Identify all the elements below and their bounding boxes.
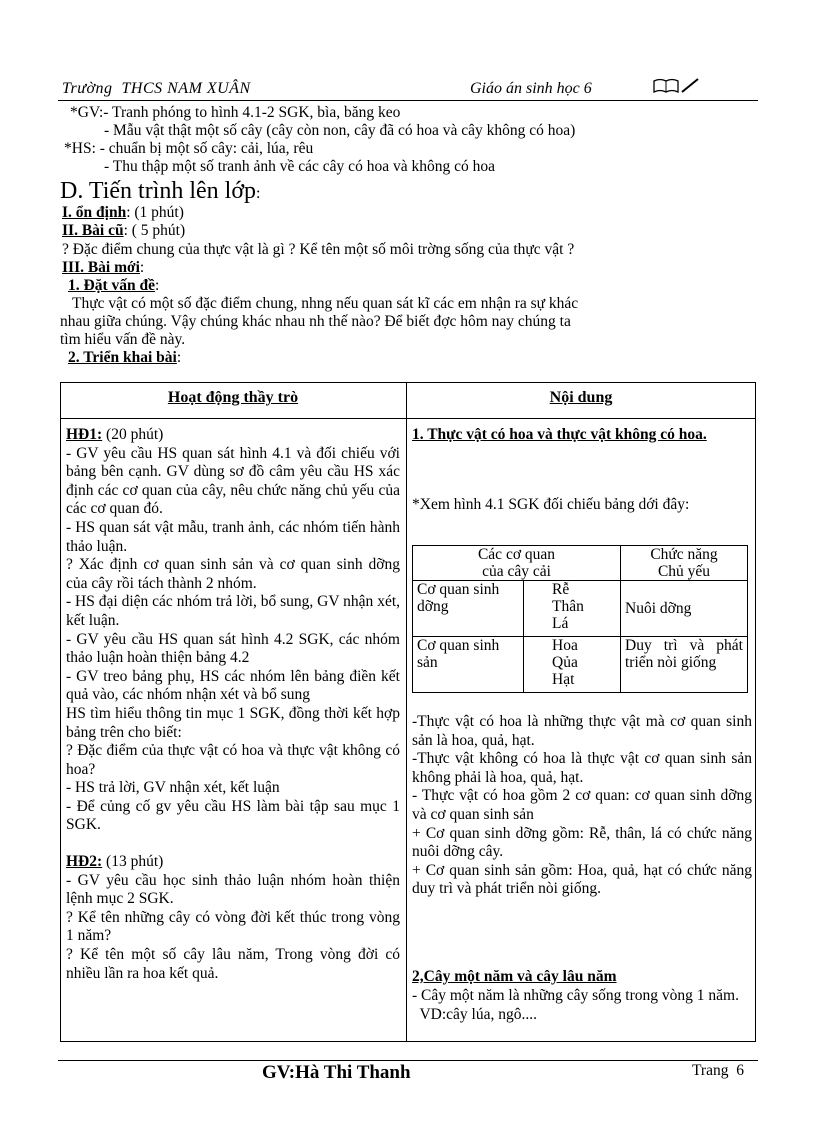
content-line: VD:cây lúa, ngô.... [412,1005,537,1023]
activity-line: HS tìm hiểu thông tin mục 1 SGK, đồng thời kết hợp bảng trên cho biết: [66,704,400,741]
organ-parts-cell: Hoa Qủa Hạt [524,637,621,693]
hs-materials-2: - Thu thập một số tranh ảnh về các cây có hoa và không có hoa [104,158,495,175]
footer-divider [58,1060,758,1061]
organ-cell: Cơ quan sinh sản [413,637,524,693]
activities-column [66,426,400,983]
review-question: ? Đặc điểm chung của thực vật là gì ? Kể tên một số môi trờng sống của thực vật ? [62,241,575,258]
intro-paragraph-2: nhau giữa chúng. Vậy chúng khác nhau nh thế nào? Để biết đợc hôm nay chúng ta [60,313,571,330]
book-pen-icon [652,76,702,96]
intro-paragraph-1: Thực vật có một số đặc điểm chung, nhng nếu quan sát kĩ các em nhận ra sự khác [72,295,579,312]
activity-line: - Để củng cố gv yêu cầu HS làm bài tập sau mục 1 SGK. [66,797,400,834]
step-2: II. Bài cũ: ( 5 phút) [62,222,186,239]
footer-teacher: GV:Hà Thi Thanh [262,1062,411,1083]
content-line: - Thực vật có hoa gồm 2 cơ quan: cơ quan sinh dỡng và cơ quan sinh sản [412,787,752,823]
organ-table [412,545,748,693]
content-title-1: 1. Thực vật có hoa và thực vật không có hoa. [412,426,707,443]
step-3: III. Bài mới: [62,259,145,276]
content-body-1 [412,713,752,899]
organ-cell: Cơ quan sinh dỡng [413,581,524,637]
step-1: I. ổn định: (1 phút) [62,204,184,221]
activity-line: - GV yêu cầu HS quan sát hình 4.2 SGK, các nhóm thảo luận hoàn thiện bảng 4.2 [66,630,400,667]
activity-line: ? Kể tên những cây có vòng đời kết thúc trong vòng 1 năm? [66,908,400,945]
activity-line: - GV yêu cầu HS quan sát hình 4.1 và đối chiếu với bảng bên cạnh. GV dùng sơ đồ câm yêu cầu HS xác định các cơ quan của cây, nêu chức năng chủ yếu của các cơ quan đó. [66,444,400,518]
activity-line: ? Xác định cơ quan sinh sản và cơ quan sinh dỡng của cây rồi tách thành 2 nhóm. [66,556,400,592]
content-line: -Thực vật có hoa là những thực vật mà cơ quan sinh sản là hoa, quả, hạt. [412,713,752,749]
organ-table-header: Các cơ quan của cây cải [413,546,621,581]
activity-line: ? Đặc điểm của thực vật có hoa và thực vật không có hoa? [66,742,400,778]
hd2-heading: HĐ2: (13 phút) [66,853,164,871]
content-title-2: 2,Cây một năm và cây lâu năm [412,968,617,985]
content-line: - Cây một năm là những cây sống trong vòng 1 năm. [412,987,739,1004]
footer-page-number: Trang 6 [692,1062,744,1079]
activity-line: - HS trả lời, GV nhận xét, kết luận [66,779,280,797]
organ-parts-cell: Rễ Thân Lá [524,581,621,637]
col-header-activities: Hoạt động thầy trò [167,389,299,406]
header-subject: Giáo án sinh học 6 [470,80,592,97]
section-title: D. Tiến trình lên lớp: [60,178,261,204]
table-header-divider [60,418,756,419]
content-note: *Xem hình 4.1 SGK đối chiếu bảng dới đây: [412,496,690,513]
content-line: + Cơ quan sinh dỡng gồm: Rễ, thân, lá có chức năng nuôi dỡng cây. [412,824,752,861]
content-body-2 [412,987,752,1024]
hd1-heading: HĐ1: (20 phút) [66,426,164,443]
intro-paragraph-3: tìm hiểu vấn đề này. [60,331,186,348]
activity-line: - GV treo bảng phụ, HS các nhóm lên bảng điền kết quả vào, các nhóm nhận xét và bổ sung [66,667,400,704]
function-table-header: Chức năng Chủ yếu [621,546,748,581]
content-line: + Cơ quan sinh sản gồm: Hoa, quả, hạt có chức năng duy trì và phát triển nòi giống. [412,861,752,898]
function-cell: Duy trì và phát triển nòi giống [621,637,748,693]
header-school: Trường THCS NAM XUÂN [62,80,251,97]
table-column-divider [406,382,407,1042]
activity-line: - HS quan sát vật mẫu, tranh ảnh, các nhóm tiến hành thảo luận. [66,518,400,555]
gv-materials-2: - Mẫu vật thật một số cây (cây còn non, cây đã có hoa và cây không có hoa) [104,122,576,139]
gv-materials: *GV:- Tranh phóng to hình 4.1-2 SGK, bìa, băng keo [70,104,401,121]
hs-materials: *HS: - chuẩn bị một số cây: cải, lúa, rêu [64,140,314,157]
function-cell: Nuôi dỡng [621,581,748,637]
header-divider [58,100,758,101]
activity-line: ? Kể tên một số cây lâu năm, Trong vòng đời có nhiều lần ra hoa kết quả. [66,946,400,982]
sub-step-2: 2. Triển khai bài: [68,349,182,366]
col-header-content: Nội dung [549,389,613,406]
activity-line: - GV yêu cầu học sinh thảo luận nhóm hoàn thiện lệnh mục 2 SGK. [66,871,400,908]
activity-line: - HS đại diện các nhóm trả lời, bổ sung, GV nhận xét, kết luận. [66,593,400,629]
content-line: -Thực vật không có hoa là thực vật cơ quan sinh sản không phải là hoa, quả, hạt. [412,750,752,786]
sub-step-1: 1. Đặt vấn đề: [68,277,160,294]
